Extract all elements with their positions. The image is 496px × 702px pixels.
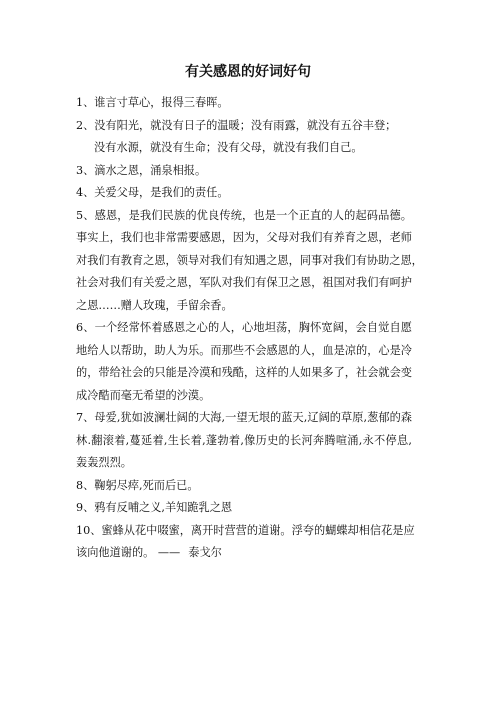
list-item-8 [76, 475, 412, 498]
document-title: 有关感恩的好词好句 [185, 64, 311, 80]
item-last-line [76, 542, 412, 565]
item-text: 8、鞠躬尽瘁,死而后已。 [76, 478, 199, 492]
item-text: 3、滴水之恩，涌泉相报。 [76, 163, 207, 177]
author-name: 泰戈尔 [188, 546, 222, 559]
list-item-2 [76, 115, 412, 160]
list-item-6 [76, 317, 412, 407]
list-item-3 [76, 160, 412, 183]
item-text: 9、鸦有反哺之义,羊知跪乳之恩 [76, 501, 233, 514]
item-text: 成冷酷而毫无希望的沙漠。 [76, 388, 211, 402]
item-text: 5、感恩，是我们民族的优良传统，也是一个正直的人的起码品德。 [76, 208, 412, 222]
list-item-1 [76, 92, 412, 115]
item-text: 没有水源，就没有生命；没有父母，就没有我们自己。 [94, 141, 363, 154]
item-text: 2、没有阳光，就没有日子的温暖；没有雨露，就没有五谷丰登； [76, 118, 397, 132]
item-text: 轰轰烈烈。 [76, 456, 132, 469]
list-item-5 [76, 205, 423, 318]
document-body [76, 92, 423, 565]
item-text: 7、母爱,犹如波澜壮阔的大海,一望无垠的蓝天,辽阔的草原,葱郁的森 [76, 411, 412, 424]
item-text: 林.翻滚着,蔓延着,生长着,蓬勃着,像历史的长河奔腾喧涌,永不停息, [76, 433, 412, 447]
item-text: 6、一个经常怀着感恩之心的人，心地坦荡，胸怀宽阔，会自觉自愿 [76, 321, 412, 334]
item-text: 1、谁言寸草心，报得三春晖。 [76, 96, 229, 109]
list-item-10 [76, 520, 415, 565]
item-text: 地给人以帮助，助人为乐。而那些不会感恩的人，血是凉的，心是冷 [76, 343, 412, 357]
list-item-9 [76, 497, 412, 520]
item-text: 事实上，我们也非常需要感恩，因为，父母对我们有养育之恩，老师 [76, 231, 412, 244]
item-text: 10、蜜蜂从花中啜蜜，离开时营营的道谢。浮夸的蝴蝶却相信花是应 [76, 523, 415, 537]
item-text: 社会对我们有关爱之恩，军队对我们有保卫之恩，祖国对我们有呵护 [76, 276, 412, 289]
list-item-7 [76, 407, 412, 475]
item-text: 对我们有教育之恩，领导对我们有知遇之恩，同事对我们有协助之恩， [76, 253, 423, 267]
list-item-4 [76, 182, 412, 205]
item-text: 4、关爱父母，是我们的责任。 [76, 186, 229, 199]
item-text: 的，带给社会的只能是冷漠和残酷，这样的人如果多了，社会就会变 [76, 366, 412, 379]
item-text: 之恩……赠人玫瑰，手留余香。 [76, 298, 233, 312]
item-text: 该向他道谢的。 —— [76, 546, 181, 559]
